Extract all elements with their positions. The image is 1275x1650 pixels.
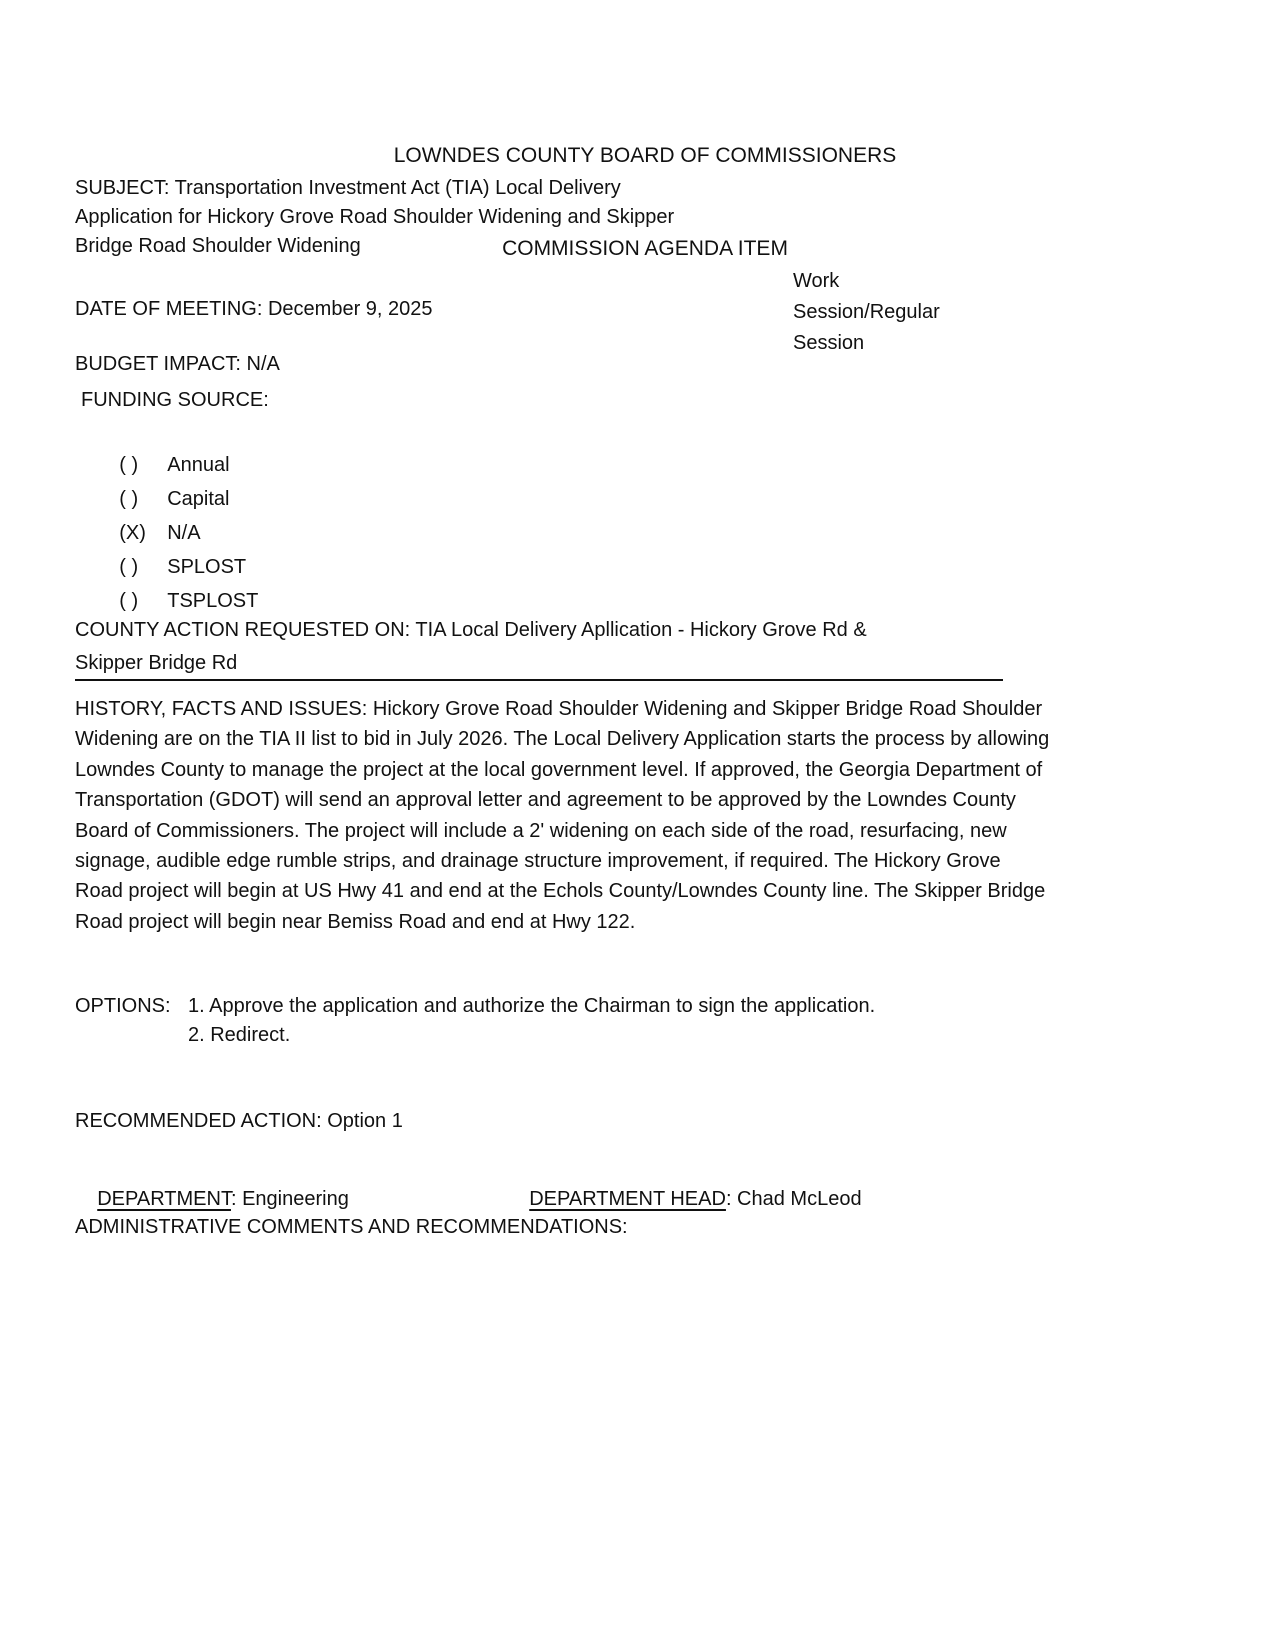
subject-line: SUBJECT: Transportation Investment Act (TIA) Local Delivery — [75, 177, 621, 199]
history-line: signage, audible edge rumble strips, and drainage structure improvement, if required. The Hickory Grove — [75, 850, 1001, 873]
county-action-line: Skipper Bridge Rd — [75, 652, 238, 674]
subject-line: Bridge Road Shoulder Widening — [75, 235, 361, 257]
checkbox-na-checked: (X) — [119, 522, 146, 544]
budget-impact: BUDGET IMPACT: N/A — [75, 353, 280, 375]
document-title-line2: COMMISSION AGENDA ITEM — [502, 237, 788, 260]
history-line: Transportation (GDOT) will send an approval letter and agreement to be approved by the Lowndes County — [75, 789, 1016, 812]
history-line: Lowndes County to manage the project at the local government level. If approved, the Georgia Department of — [75, 758, 1043, 781]
session-type-line: Session — [793, 332, 865, 354]
history-line: Board of Commissioners. The project will include a 2' widening on each side of the road, resurfacing, new — [75, 819, 1007, 842]
funding-option-label: SPLOST — [167, 556, 247, 578]
horizontal-rule — [75, 679, 1003, 681]
administrative-comments-label: ADMINISTRATIVE COMMENTS AND RECOMMENDATIONS: — [75, 1216, 628, 1238]
department-head-value: : Chad McLeod — [725, 1188, 862, 1210]
history-facts-issues-block — [75, 694, 1215, 937]
funding-option-label: Capital — [167, 488, 230, 510]
county-action-line: COUNTY ACTION REQUESTED ON: TIA Local Delivery Apllication - Hickory Grove Rd & — [75, 619, 867, 641]
department-value: : Engineering — [230, 1188, 349, 1210]
meeting-date: DATE OF MEETING: December 9, 2025 — [75, 298, 433, 320]
checkbox-tsplost: ( ) — [119, 590, 139, 612]
checkbox-capital: ( ) — [119, 488, 139, 510]
funding-option-label: TSPLOST — [167, 590, 259, 612]
subject-line: Application for Hickory Grove Road Shoulder Widening and Skipper — [75, 206, 675, 228]
option-item-1: 1. Approve the application and authorize the Chairman to sign the application. — [188, 995, 876, 1017]
funding-option-label: Annual — [167, 454, 230, 476]
recommended-action: RECOMMENDED ACTION: Option 1 — [75, 1110, 403, 1132]
department-label: DEPARTMENT — [97, 1188, 231, 1210]
session-type-line: Session/Regular — [793, 301, 940, 323]
department-head-label: DEPARTMENT HEAD — [529, 1188, 726, 1210]
subject-block — [75, 174, 775, 261]
history-line: Road project will begin at US Hwy 41 and end at the Echols County/Lowndes County line. The Skipper Bridge — [75, 880, 1046, 903]
options-label: OPTIONS: — [75, 995, 171, 1017]
funding-option-label: N/A — [167, 522, 201, 544]
checkbox-annual: ( ) — [119, 454, 139, 476]
funding-source-label: FUNDING SOURCE: — [81, 389, 269, 411]
history-line: HISTORY, FACTS AND ISSUES: Hickory Grove Road Shoulder Widening and Skipper Bridge Road Shoulder — [75, 698, 1043, 720]
session-type-line: Work — [793, 270, 840, 292]
session-type-block — [793, 266, 1013, 359]
document-title-line1: LOWNDES COUNTY BOARD OF COMMISSIONERS — [393, 144, 897, 167]
option-item-2: 2. Redirect. — [188, 1024, 291, 1046]
history-line: Road project will begin near Bemiss Road and end at Hwy 122. — [75, 910, 636, 933]
checkbox-splost: ( ) — [119, 556, 139, 578]
history-line: Widening are on the TIA II list to bid in July 2026. The Local Delivery Application starts the process by allowing — [75, 728, 1050, 751]
county-action-block — [75, 614, 975, 680]
